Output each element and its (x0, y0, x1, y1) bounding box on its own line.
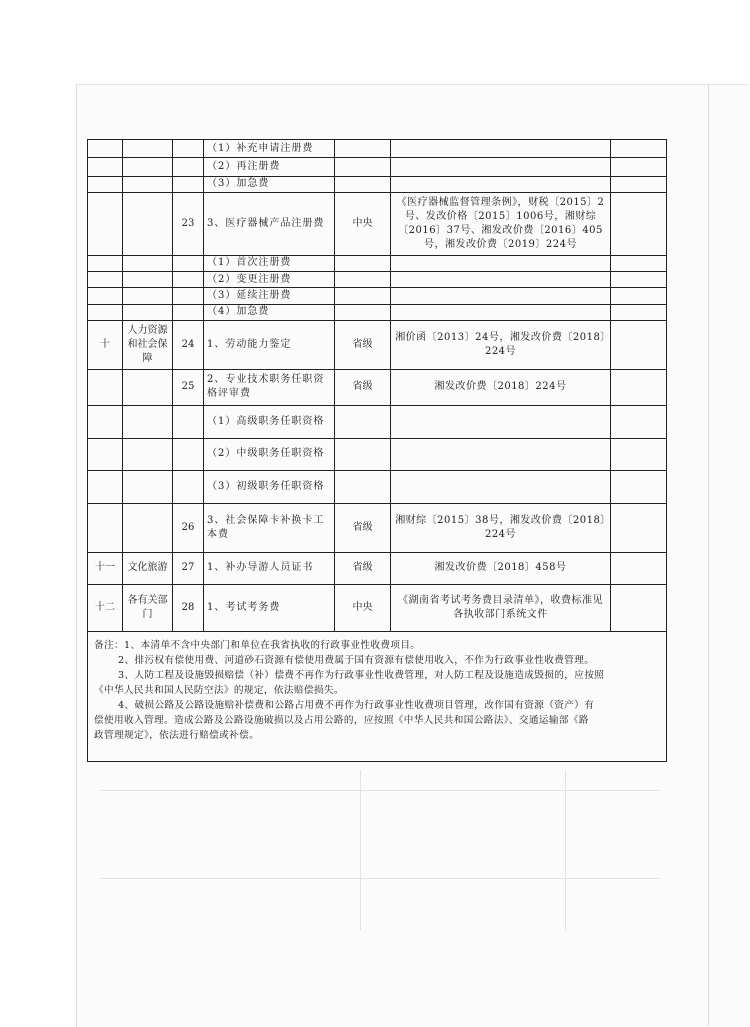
serial-number-cell: 24 (173, 320, 204, 369)
serial-number-cell: 27 (173, 552, 204, 585)
remark-cell (611, 320, 667, 369)
serial-number-cell: 26 (173, 503, 204, 552)
policy-basis-cell: 湘财综〔2015〕38号，湘发改价费〔2018〕224号 (391, 503, 611, 552)
remark-cell (611, 255, 667, 271)
department-cell (123, 304, 173, 320)
note-line: 2、排污权有偿使用费、河道砂石资源有偿使用费属于国有资源有偿使用收入，不作为行政事业性收费管理。 (118, 654, 595, 666)
department-cell (123, 158, 173, 176)
table-row (88, 140, 667, 158)
remark-cell (611, 503, 667, 552)
department-cell (123, 438, 173, 471)
rank-cell (88, 255, 123, 271)
remark-cell (611, 304, 667, 320)
table-row (88, 272, 667, 288)
department-cell: 各有关部门 (123, 585, 173, 632)
approval-level-cell (335, 158, 391, 176)
fee-item-cell: （3）延续注册费 (204, 288, 335, 304)
serial-number-cell: 25 (173, 369, 204, 406)
rank-cell: 十一 (88, 552, 123, 585)
policy-basis-cell (391, 272, 611, 288)
approval-level-cell: 省级 (335, 320, 391, 369)
rank-cell (88, 192, 123, 255)
rank-cell (88, 503, 123, 552)
rank-cell (88, 304, 123, 320)
fee-item-cell: 1、劳动能力鉴定 (204, 320, 335, 369)
bleed-through-line (100, 878, 660, 879)
table-row (88, 288, 667, 304)
note-line: 备注：1、本清单不含中央部门和单位在我省执收的行政事业性收费项目。 (94, 639, 421, 651)
fee-item-cell: 3、医疗器械产品注册费 (204, 192, 335, 255)
table-row (88, 158, 667, 176)
department-cell: 人力资源和社会保障 (123, 320, 173, 369)
fee-item-cell: （1）高级职务任职资格 (204, 406, 335, 439)
rank-cell (88, 438, 123, 471)
bleed-through-line (360, 770, 361, 930)
approval-level-cell (335, 272, 391, 288)
fee-item-cell: 3、社会保障卡补换卡工本费 (204, 503, 335, 552)
table-row (88, 406, 667, 439)
serial-number-cell: 23 (173, 192, 204, 255)
department-cell (123, 471, 173, 504)
fee-item-cell: （3）加急费 (204, 176, 335, 192)
policy-basis-cell (391, 288, 611, 304)
remark-cell (611, 192, 667, 255)
note-line: 偿使用收入管理。造成公路及公路设施破损以及占用公路的，应按照《中华人民共和国公路法》、交通运输部《路 (94, 714, 589, 726)
serial-number-cell: 28 (173, 585, 204, 632)
approval-level-cell (335, 255, 391, 271)
table-row (88, 438, 667, 471)
serial-number-cell (173, 140, 204, 158)
rank-cell (88, 158, 123, 176)
remark-cell (611, 369, 667, 406)
approval-level-cell (335, 304, 391, 320)
fee-item-cell: （2）再注册费 (204, 158, 335, 176)
fee-item-cell: （1）补充申请注册费 (204, 140, 335, 158)
department-cell (123, 288, 173, 304)
remark-cell (611, 552, 667, 585)
fee-list-table (87, 139, 666, 762)
department-cell (123, 140, 173, 158)
rank-cell (88, 140, 123, 158)
policy-basis-cell (391, 176, 611, 192)
policy-basis-cell: 湘发改价费〔2018〕458号 (391, 552, 611, 585)
policy-basis-cell (391, 406, 611, 439)
serial-number-cell (173, 272, 204, 288)
table-row (88, 192, 667, 255)
serial-number-cell (173, 406, 204, 439)
table-row (88, 552, 667, 585)
approval-level-cell (335, 140, 391, 158)
fee-item-cell: （3）初级职务任职资格 (204, 471, 335, 504)
approval-level-cell: 中央 (335, 192, 391, 255)
department-cell (123, 192, 173, 255)
table-row (88, 320, 667, 369)
approval-level-cell (335, 176, 391, 192)
fee-item-cell: （2）变更注册费 (204, 272, 335, 288)
fee-item-cell: （1）首次注册费 (204, 255, 335, 271)
table-row (88, 369, 667, 406)
table-row (88, 503, 667, 552)
policy-basis-cell: 《湖南省考试考务费目录清单》，收费标准见各执收部门系统文件 (391, 585, 611, 632)
policy-basis-cell (391, 140, 611, 158)
approval-level-cell: 中央 (335, 585, 391, 632)
policy-basis-cell: 湘发改价费〔2018〕224号 (391, 369, 611, 406)
policy-basis-cell (391, 471, 611, 504)
rank-cell (88, 471, 123, 504)
table-row (88, 585, 667, 632)
remark-cell (611, 585, 667, 632)
remark-cell (611, 158, 667, 176)
approval-level-cell: 省级 (335, 552, 391, 585)
approval-level-cell (335, 471, 391, 504)
remark-cell (611, 288, 667, 304)
department-cell (123, 255, 173, 271)
department-cell (123, 406, 173, 439)
rank-cell (88, 176, 123, 192)
bleed-through-line (100, 790, 660, 791)
policy-basis-cell (391, 304, 611, 320)
rank-cell (88, 369, 123, 406)
fee-item-cell: 2、专业技术职务任职资格评审费 (204, 369, 335, 406)
policy-basis-cell: 《医疗器械监督管理条例》，财税〔2015〕2号、发改价格〔2015〕1006号，湘财综〔2016〕37号、湘发改价费〔2016〕405号，湘发改价费〔2019〕224号 (391, 192, 611, 255)
rank-cell (88, 272, 123, 288)
table-row (88, 255, 667, 271)
rank-cell (88, 288, 123, 304)
department-cell (123, 369, 173, 406)
serial-number-cell (173, 304, 204, 320)
remark-cell (611, 176, 667, 192)
note-line: 政管理规定》，依法进行赔偿或补偿。 (94, 729, 260, 741)
remark-cell (611, 406, 667, 439)
rank-cell: 十二 (88, 585, 123, 632)
remark-cell (611, 438, 667, 471)
serial-number-cell (173, 288, 204, 304)
note-line: 3、人防工程及设施毁损赔偿（补）偿费不再作为行政事业性收费管理，对人防工程及设施造成毁损的，应按照 (118, 669, 605, 681)
department-cell: 文化旅游 (123, 552, 173, 585)
remark-cell (611, 471, 667, 504)
rank-cell: 十 (88, 320, 123, 369)
approval-level-cell (335, 288, 391, 304)
fee-item-cell: （2）中级职务任职资格 (204, 438, 335, 471)
fee-item-cell: 1、补办导游人员证书 (204, 552, 335, 585)
department-cell (123, 176, 173, 192)
serial-number-cell (173, 471, 204, 504)
policy-basis-cell (391, 255, 611, 271)
table-row (88, 176, 667, 192)
bleed-through-line (565, 770, 566, 930)
approval-level-cell (335, 406, 391, 439)
serial-number-cell (173, 438, 204, 471)
fee-item-cell: 1、考试考务费 (204, 585, 335, 632)
page-fold-line (708, 84, 709, 1026)
notes-cell (88, 631, 667, 761)
notes-row (88, 631, 667, 761)
fee-item-cell: （4）加急费 (204, 304, 335, 320)
table-row (88, 304, 667, 320)
remark-cell (611, 140, 667, 158)
policy-basis-cell: 湘价函〔2013〕24号，湘发改价费〔2018〕224号 (391, 320, 611, 369)
policy-basis-cell (391, 158, 611, 176)
department-cell (123, 272, 173, 288)
approval-level-cell (335, 438, 391, 471)
remark-cell (611, 272, 667, 288)
approval-level-cell: 省级 (335, 369, 391, 406)
note-line: 4、破损公路及公路设施赔补偿费和公路占用费不再作为行政事业性收费项目管理，改作国有资源（资产）有 (118, 699, 595, 711)
serial-number-cell (173, 176, 204, 192)
serial-number-cell (173, 255, 204, 271)
note-line: 《中华人民共和国人民防空法》的规定，依法赔偿损失。 (94, 684, 344, 696)
approval-level-cell: 省级 (335, 503, 391, 552)
serial-number-cell (173, 158, 204, 176)
rank-cell (88, 406, 123, 439)
table-row (88, 471, 667, 504)
policy-basis-cell (391, 438, 611, 471)
department-cell (123, 503, 173, 552)
